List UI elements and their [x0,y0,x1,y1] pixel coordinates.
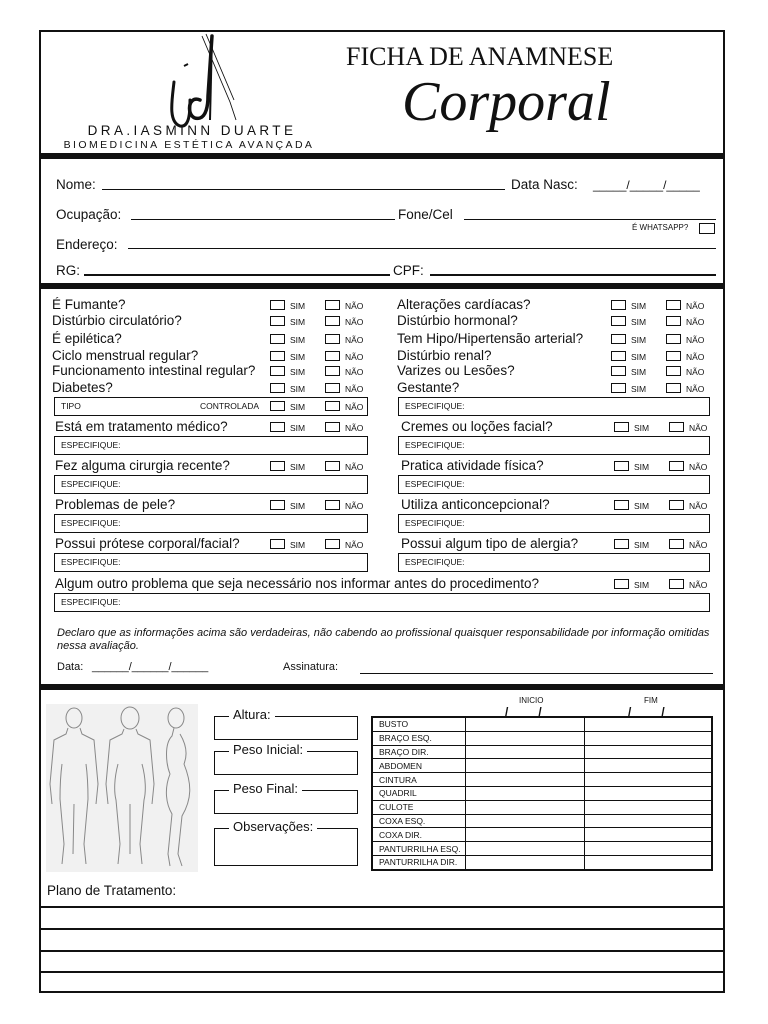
measure-fim-cell[interactable] [585,773,713,787]
measure-inicio-cell[interactable] [466,786,585,800]
table-row [372,855,712,869]
declaration-text: Declaro que as informações acima são verdadeiras, não cabendo ao profissional quaisquer responsabilidade por informação omitidas nessa avaliação. [57,627,710,652]
measure-label: CULOTE [372,800,466,814]
right-q2-nao-label: NÃO [686,335,705,345]
fone-field[interactable] [464,219,716,220]
left-q4-nao-checkbox[interactable] [325,366,340,376]
specify-box[interactable] [54,514,368,533]
question-label: É Fumante? [52,297,126,312]
detail-question: Pratica atividade física? [401,458,544,473]
specify-label: ESPECIFIQUE: [61,440,121,450]
measure-inicio-cell[interactable] [466,717,585,731]
measure-inicio-cell[interactable] [466,814,585,828]
detail-left3-sim-checkbox[interactable] [270,539,285,549]
question-label: Funcionamento intestinal regular? [52,363,256,378]
left-q1-sim-label: SIM [290,317,306,327]
detail-right2-nao-label: NÃO [689,501,708,511]
measure-inicio-cell[interactable] [466,745,585,759]
measure-fim-cell[interactable] [585,814,713,828]
fim-date-field[interactable]: / / [628,705,665,719]
fim-label: FIM [644,696,658,705]
left-q1-nao-label: NÃO [345,317,364,327]
detail-question: Possui prótese corporal/facial? [55,536,240,551]
left-q3-nao-label: NÃO [345,352,364,362]
right-q2-sim-label: SIM [631,335,647,345]
measure-inicio-cell[interactable] [466,800,585,814]
specify-box[interactable] [398,475,710,494]
left-q3-sim-checkbox[interactable] [270,351,285,361]
controlada-sim-label: SIM [290,402,306,412]
personal-divider [39,283,725,289]
measure-inicio-cell[interactable] [466,855,585,869]
left-q4-sim-checkbox[interactable] [270,366,285,376]
measure-fim-cell[interactable] [585,800,713,814]
left-q4-nao-label: NÃO [345,367,364,377]
question-label: Distúrbio hormonal? [397,313,518,328]
left-q1-nao-checkbox[interactable] [325,316,340,326]
right-q3-nao-label: NÃO [686,352,705,362]
body-silhouettes-icon [46,704,198,872]
data-label: Data: [57,661,84,673]
other-question: Algum outro problema que seja necessário nos informar antes do procedimento? [55,576,540,591]
other-specify-box[interactable] [54,593,710,612]
measure-inicio-cell[interactable] [466,842,585,856]
left-q0-nao-checkbox[interactable] [325,300,340,310]
detail-question: Possui algum tipo de alergia? [401,536,579,551]
other-nao-checkbox[interactable] [669,579,684,589]
plano-line[interactable] [39,928,725,930]
clinic-tagline: BIOMEDICINA ESTÉTICA AVANÇADA [63,139,315,151]
left-q5-nao-checkbox[interactable] [325,383,340,393]
table-row [372,800,712,814]
detail-question: Utiliza anticoncepcional? [401,497,550,512]
detail-right0-nao-label: NÃO [689,423,708,433]
table-row [372,828,712,842]
detail-right2-sim-label: SIM [634,501,650,511]
specify-label: ESPECIFIQUE: [405,440,465,450]
endereco-label: Endereço: [56,237,118,252]
question-label: Gestante? [397,380,460,395]
left-q5-sim-checkbox[interactable] [270,383,285,393]
right-q5-sim-label: SIM [631,384,647,394]
detail-right2-nao-checkbox[interactable] [669,500,684,510]
table-row [372,814,712,828]
observacoes-label: Observações: [229,819,317,835]
right-q4-nao-label: NÃO [686,367,705,377]
controlada-label: CONTROLADA [200,401,260,411]
specify-label: ESPECIFIQUE: [61,597,121,607]
question-label: Tem Hipo/Hipertensão arterial? [397,331,584,346]
measure-inicio-cell[interactable] [466,828,585,842]
detail-question: Cremes ou loções facial? [401,419,553,434]
left-q1-sim-checkbox[interactable] [270,316,285,326]
right-q4-sim-label: SIM [631,367,647,377]
detail-left2-sim-label: SIM [290,501,306,511]
specify-label: ESPECIFIQUE: [405,557,465,567]
left-q2-sim-label: SIM [290,335,306,345]
page-title: FICHA DE ANAMNESE [346,42,614,71]
peso-inicial-label: Peso Inicial: [229,742,307,758]
detail-left2-nao-checkbox[interactable] [325,500,340,510]
left-q0-sim-checkbox[interactable] [270,300,285,310]
assinatura-field[interactable] [360,673,713,674]
ocupacao-label: Ocupação: [56,207,122,222]
detail-left3-sim-label: SIM [290,540,306,550]
peso-final-label: Peso Final: [229,781,302,797]
measure-label: CINTURA [372,773,466,787]
questions-divider [39,684,725,690]
left-q4-sim-label: SIM [290,367,306,377]
fone-label: Fone/Cel [398,207,453,222]
detail-right1-sim-checkbox[interactable] [614,461,629,471]
measure-fim-cell[interactable] [585,855,713,869]
right-q1-sim-label: SIM [631,317,647,327]
specify-box[interactable] [398,514,710,533]
table-row [372,786,712,800]
measure-fim-cell[interactable] [585,745,713,759]
left-q3-sim-label: SIM [290,352,306,362]
right-q5-nao-label: NÃO [686,384,705,394]
left-q5-sim-label: SIM [290,384,306,394]
table-row [372,731,712,745]
right-q4-nao-checkbox[interactable] [666,366,681,376]
gestante-specify-box[interactable] [398,397,710,416]
specify-label: ESPECIFIQUE: [61,479,121,489]
detail-question: Fez alguma cirurgia recente? [55,458,230,473]
nome-field[interactable] [102,189,505,190]
logo-monogram-icon [160,30,270,130]
plano-line[interactable] [39,906,725,908]
tipo-label: TIPO [61,401,81,411]
inicio-label: INICIO [519,696,544,705]
rg-field[interactable] [84,274,390,276]
other-sim-checkbox[interactable] [614,579,629,589]
left-q2-nao-label: NÃO [345,335,364,345]
detail-right1-nao-checkbox[interactable] [669,461,684,471]
page-subtitle: Corporal [402,71,611,133]
measure-inicio-cell[interactable] [466,773,585,787]
detail-left3-nao-label: NÃO [345,540,364,550]
specify-box[interactable] [54,553,368,572]
specify-box[interactable] [54,436,368,455]
detail-left2-sim-checkbox[interactable] [270,500,285,510]
inicio-date-field[interactable]: / / [505,705,542,719]
logo [160,30,270,130]
right-q2-nao-checkbox[interactable] [666,334,681,344]
detail-right0-nao-checkbox[interactable] [669,422,684,432]
detail-right1-nao-label: NÃO [689,462,708,472]
table-row [372,745,712,759]
plano-label: Plano de Tratamento: [47,883,177,898]
detail-left1-nao-checkbox[interactable] [325,461,340,471]
specify-label: ESPECIFIQUE: [405,518,465,528]
detail-question: Problemas de pele? [55,497,176,512]
rg-label: RG: [56,263,81,278]
detail-right2-sim-checkbox[interactable] [614,500,629,510]
measure-label: PANTURRILHA DIR. [372,855,466,869]
header-divider [39,153,725,159]
data-nasc-label: Data Nasc: [511,177,578,192]
specify-label: ESPECIFIQUE: [405,401,465,411]
detail-left1-sim-label: SIM [290,462,306,472]
whatsapp-checkbox[interactable] [699,223,715,234]
right-q1-nao-label: NÃO [686,317,705,327]
other-sim-label: SIM [634,580,650,590]
measure-label: BRAÇO DIR. [372,745,466,759]
right-q1-nao-checkbox[interactable] [666,316,681,326]
detail-right3-nao-checkbox[interactable] [669,539,684,549]
measure-fim-cell[interactable] [585,842,713,856]
measure-label: PANTURRILHA ESQ. [372,842,466,856]
measure-label: COXA DIR. [372,828,466,842]
measure-fim-cell[interactable] [585,786,713,800]
table-row [372,842,712,856]
controlada-nao-checkbox[interactable] [325,401,340,411]
left-q0-sim-label: SIM [290,301,306,311]
specify-label: ESPECIFIQUE: [61,557,121,567]
right-q3-sim-checkbox[interactable] [611,351,626,361]
right-q0-sim-label: SIM [631,301,647,311]
measurements-table [371,716,713,871]
left-q2-sim-checkbox[interactable] [270,334,285,344]
detail-left2-nao-label: NÃO [345,501,364,511]
specify-box[interactable] [54,475,368,494]
whatsapp-label: É WHATSAPP? [632,223,689,232]
detail-right0-sim-label: SIM [634,423,650,433]
measure-fim-cell[interactable] [585,759,713,773]
right-q3-sim-label: SIM [631,352,647,362]
measure-label: BRAÇO ESQ. [372,731,466,745]
question-label: Diabetes? [52,380,113,395]
right-q4-sim-checkbox[interactable] [611,366,626,376]
medication-type-box[interactable] [54,397,368,416]
question-label: Distúrbio circulatório? [52,313,182,328]
question-label: Ciclo menstrual regular? [52,348,199,363]
other-nao-label: NÃO [689,580,708,590]
measure-fim-cell[interactable] [585,717,713,731]
measure-label: ABDOMEN [372,759,466,773]
detail-right0-sim-checkbox[interactable] [614,422,629,432]
data-nasc-field[interactable]: _____/_____/_____ [593,178,700,192]
question-label: Alterações cardíacas? [397,297,531,312]
detail-left1-sim-checkbox[interactable] [270,461,285,471]
detail-question: Está em tratamento médico? [55,419,228,434]
endereco-field[interactable] [128,248,716,249]
specify-box[interactable] [398,553,710,572]
question-label: Distúrbio renal? [397,348,492,363]
table-row [372,717,712,731]
left-q0-nao-label: NÃO [345,301,364,311]
measure-inicio-cell[interactable] [466,731,585,745]
specify-label: ESPECIFIQUE: [61,518,121,528]
controlada-sim-checkbox[interactable] [270,401,285,411]
detail-right3-nao-label: NÃO [689,540,708,550]
ocupacao-field[interactable] [131,219,395,220]
question-label: É epilética? [52,331,122,346]
left-q2-nao-checkbox[interactable] [325,334,340,344]
detail-left0-nao-checkbox[interactable] [325,422,340,432]
measure-label: COXA ESQ. [372,814,466,828]
controlada-nao-label: NÃO [345,402,364,412]
detail-left0-nao-label: NÃO [345,423,364,433]
detail-left0-sim-checkbox[interactable] [270,422,285,432]
nome-label: Nome: [56,177,96,192]
body-figures [46,704,198,872]
right-q5-nao-checkbox[interactable] [666,383,681,393]
detail-left3-nao-checkbox[interactable] [325,539,340,549]
right-q1-sim-checkbox[interactable] [611,316,626,326]
plano-line[interactable] [39,971,725,973]
right-q5-sim-checkbox[interactable] [611,383,626,393]
cpf-label: CPF: [393,263,424,278]
left-q5-nao-label: NÃO [345,384,364,394]
measure-label: BUSTO [372,717,466,731]
clinic-name: DRA.IASMINN DUARTE [87,123,297,138]
measure-fim-cell[interactable] [585,828,713,842]
detail-right3-sim-checkbox[interactable] [614,539,629,549]
plano-line[interactable] [39,950,725,952]
specify-box[interactable] [398,436,710,455]
measure-fim-cell[interactable] [585,731,713,745]
detail-left1-nao-label: NÃO [345,462,364,472]
assinatura-label: Assinatura: [283,661,339,673]
right-q0-nao-checkbox[interactable] [666,300,681,310]
measure-label: QUADRIL [372,786,466,800]
detail-left0-sim-label: SIM [290,423,306,433]
specify-label: ESPECIFIQUE: [405,479,465,489]
right-q3-nao-checkbox[interactable] [666,351,681,361]
detail-right1-sim-label: SIM [634,462,650,472]
measure-inicio-cell[interactable] [466,759,585,773]
cpf-field[interactable] [430,274,716,276]
right-q0-nao-label: NÃO [686,301,705,311]
altura-label: Altura: [229,707,275,723]
table-row [372,759,712,773]
left-q3-nao-checkbox[interactable] [325,351,340,361]
table-row [372,773,712,787]
question-label: Varizes ou Lesões? [397,363,515,378]
data-field[interactable]: ______/______/______ [92,661,209,673]
right-q2-sim-checkbox[interactable] [611,334,626,344]
detail-right3-sim-label: SIM [634,540,650,550]
right-q0-sim-checkbox[interactable] [611,300,626,310]
